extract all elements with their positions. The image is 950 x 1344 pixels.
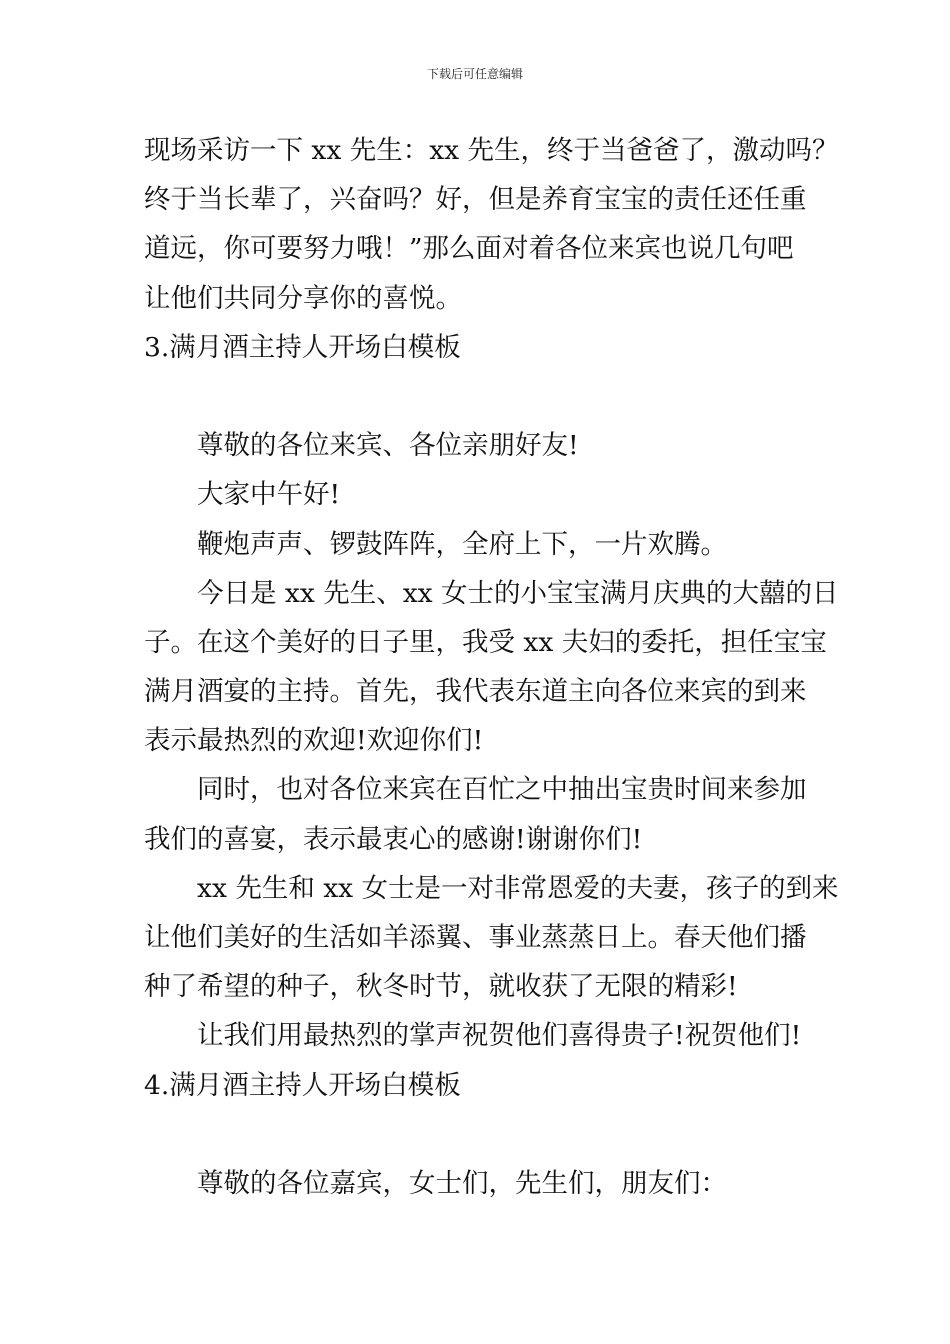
section4-greeting-paragraph (144, 1159, 810, 1208)
text-line: 尊敬的各位嘉宾，女士们，先生们，朋友们： (197, 1167, 727, 1199)
section2-closing-paragraph (144, 126, 839, 323)
blank-line (144, 1110, 810, 1159)
text-line: 让他们共同分享你的喜悦。 (144, 282, 462, 314)
salutation-paragraph (144, 470, 810, 519)
text-line: 鞭炮声声、锣鼓阵阵，全府上下，一片欢腾。 (197, 528, 727, 560)
text-line: 表示最热烈的欢迎!欢迎你们! (144, 725, 484, 757)
text-line: 让我们用最热烈的掌声祝贺他们喜得贵子!祝贺他们! (197, 1020, 802, 1052)
document-body (144, 126, 839, 1208)
text-line: 今日是 xx 先生、xx 女士的小宝宝满月庆典的大囍的日 (197, 577, 839, 609)
greeting-paragraph (144, 421, 810, 470)
thanks-paragraph (144, 765, 810, 863)
blank-line (144, 372, 810, 421)
text-line: 种了希望的种子，秋冬时节，就收获了无限的精彩! (144, 971, 738, 1003)
text-line: 终于当长辈了，兴奋吗？好，但是养育宝宝的责任还任重 (144, 184, 807, 216)
page-header-note: 下载后可任意编辑 (426, 67, 523, 81)
atmosphere-paragraph (144, 520, 810, 569)
text-line: 道远，你可要努力哦！”那么面对着各位来宾也说几句吧 (144, 233, 794, 265)
text-line: 同时，也对各位来宾在百忙之中抽出宝贵时间来参加 (197, 774, 807, 806)
congratulation-paragraph (144, 1011, 810, 1060)
text-line: 现场采访一下 xx 先生：xx 先生，终于当爸爸了，激动吗？ (144, 135, 839, 166)
text-line: 我们的喜宴，表示最衷心的感谢!谢谢你们! (144, 823, 643, 855)
text-line: 尊敬的各位来宾、各位亲朋好友! (197, 430, 579, 462)
text-line: 让他们美好的生活如羊添翼、事业蒸蒸日上。春天他们播 (144, 922, 807, 953)
text-line: 满月酒宴的主持。首先，我代表东道主向各位来宾的到来 (144, 676, 807, 708)
couple-paragraph (144, 864, 839, 1012)
text-line: 大家中午好! (197, 479, 341, 511)
text-line: xx 先生和 xx 女士是一对非常恩爱的夫妻，孩子的到来 (197, 872, 839, 904)
text-line: 子。在这个美好的日子里，我受 xx 夫妇的委托，担任宝宝 (144, 626, 827, 658)
section-heading-4: 4.满月酒主持人开场白模板 (144, 1069, 461, 1101)
section-heading-3: 3.满月酒主持人开场白模板 (144, 331, 461, 363)
occasion-paragraph (144, 569, 839, 766)
